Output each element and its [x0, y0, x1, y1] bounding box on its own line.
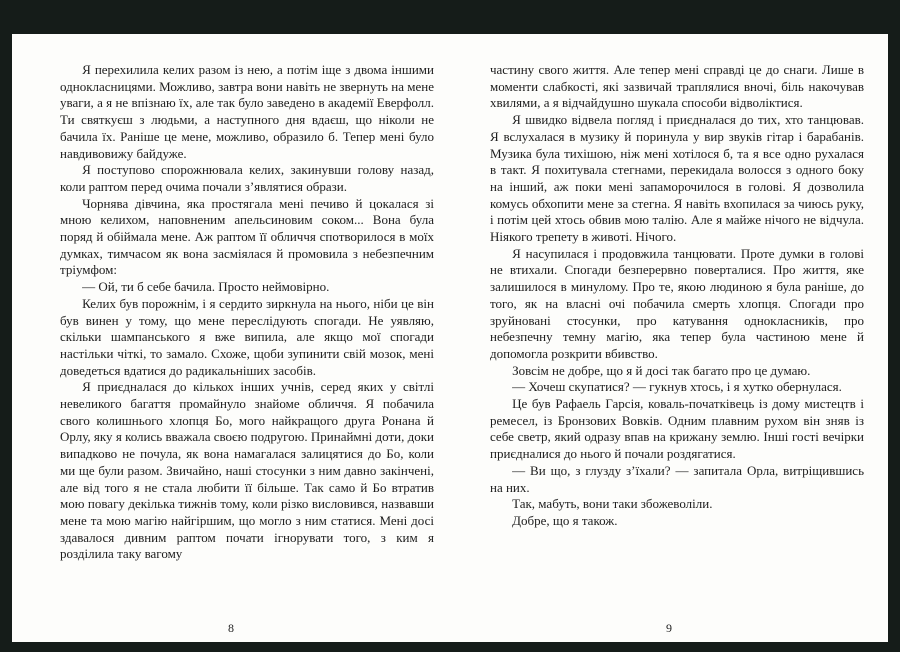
paragraph: Так, мабуть, вони таки збожеволіли. [512, 496, 713, 512]
page-right-text [490, 62, 864, 530]
page-right [450, 34, 888, 642]
paragraph: Чорнява дівчина, яка простягала мені печиво й цокалася зі мною келихом, наповненим апельсиновим соком... Вона була поряд й обіймала мене. Аж раптом її обличчя спотворилося в моїх думках, тимчасом як вона засміялася й промовила з небезпечним тріумфом: [60, 195, 434, 278]
dialogue-paragraph: — Хочеш скупатися? — гукнув хтось, і я хутко обернулася. [512, 379, 842, 395]
paragraph: Я перехилила келих разом із нею, а потім іще з двома іншими однокласницями. Можливо, завтра вони навіть не звернуть на мене уваги, а я не впізнаю їх, але так було заведено в академії Еверфолл. Ти святкуєш з людьми, а наступного дня вдаєш, що ніколи не бачила їх. Раніше це мене, можливо, образило б. Тепер мені було навдивовижу байдуже. [60, 62, 434, 161]
paragraph: Добре, що я також. [512, 512, 618, 528]
dialogue-paragraph: — Ой, ти б себе бачила. Просто неймовірно. [82, 279, 330, 295]
page-left [12, 34, 450, 642]
paragraph: Келих був порожнім, і я сердито зиркнула на нього, ніби це він був винен у тому, що мене переслідують спогади. Не уявляю, скільки шампанського я вже випила, але якщо мої спогади настільки чіткі, то замало. Схоже, щоби зупинити свій мозок, мені доведеться вдатися до радикальніших засобів. [60, 295, 434, 378]
book-spread [12, 34, 888, 642]
page-number: 8 [228, 621, 234, 635]
paragraph: Це був Рафаель Гарсія, коваль-початківець із дому мистецтв і ремесел, із Бронзових Вовків. Одним плавним рухом він зняв із себе светр, який одразу впав на крижану землю. Інші гості вечірки приєдналися до нього й почали роздягатися. [490, 396, 864, 462]
paragraph: Я насупилася і продовжила танцювати. Проте думки в голові не втихали. Спогади безперервно поверталися. Про життя, яке залишилося в минулому. Про те, якою людиною я була раніше, до того, як на власні очі побачила смерть хлопця. Спогади про зруйновані стосунки, про катування однокласників, про небезпечну темну магію, яка тепер була частиною мене й допомогла розкрити вбивство. [490, 245, 864, 361]
paragraph: Я поступово спорожнювала келих, закинувши голову назад, коли раптом перед очима почали з’являтися образи. [60, 162, 434, 194]
page-left-text [60, 62, 434, 563]
paragraph: Я приєдналася до кількох інших учнів, серед яких у світлі невеликого багаття промайнуло знайоме обличчя. Я побачила свого колишнього хлопця Бо, мого найкращого друга Ронана й Орлу, яку я колись вважала своєю подругою. Принаймні доти, доки випадково не почула, як вона намагалася залицятися до Бо, коли ми ще були разом. Звичайно, наші стосунки з ним давно закінчені, але від того я не стала любити її більше. Так само й Бо втратив мою повагу декілька тижнів тому, коли різко висловився, назвавши мене та мою магію найгіршим, що могло з ним статися. Мені досі здавалося дивним раптом почати ігнорувати того, з ким я розділила таку вагому [60, 379, 434, 562]
paragraph: Я швидко відвела погляд і приєдналася до тих, хто танцював. Я вслухалася в музику й поринула у вир звуків гітар і барабанів. Музика була тихішою, ніж мені хотілося б, та я все одно рухалася в такт. Я похитувала стегнами, перекидала волосся з одного боку на інший, аж поки мені запаморочилося в голові. Я дозволила комусь обхопити мене за стегна. Я навіть вхопилася за чиюсь руку, і потім цей хтось обвив мою талію. Але я майже нічого не відчула. Ніякого трепету в животі. Нічого. [490, 112, 864, 245]
continuation-paragraph: частину свого життя. Але тепер мені справді це до снаги. Лише в моменти слабкості, які зазвичай траплялися вночі, біль накочував хвилями, а я відчайдушно шукала способи відволіктися. [490, 62, 864, 111]
paragraph: Зовсім не добре, що я й досі так багато про це думаю. [512, 362, 811, 378]
page-number: 9 [666, 621, 672, 635]
dialogue-paragraph: — Ви що, з глузду з’їхали? — запитала Орла, витріщившись на них. [490, 462, 864, 495]
